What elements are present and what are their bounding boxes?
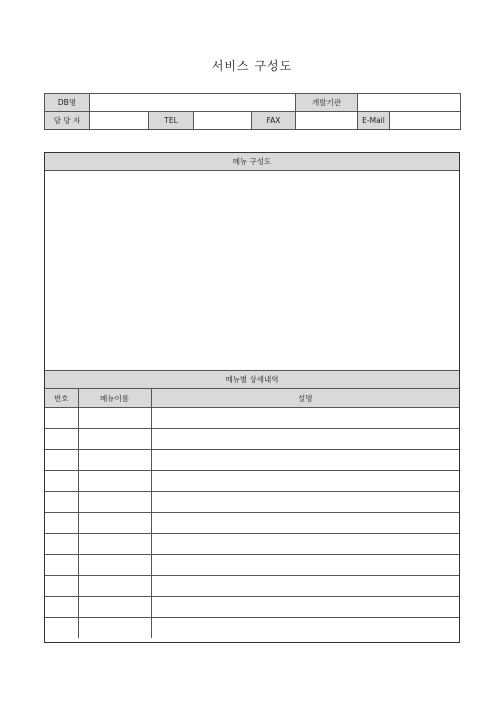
info-row-2 <box>45 112 461 130</box>
table-row <box>45 597 459 618</box>
tel-field[interactable] <box>194 112 252 130</box>
page-title: 서비스 구성도 <box>211 59 293 73</box>
row-description-cell[interactable] <box>151 555 459 576</box>
manager-field[interactable] <box>90 112 149 130</box>
row-description-cell[interactable] <box>151 450 459 471</box>
row-number-cell[interactable] <box>45 471 78 492</box>
table-row <box>45 450 459 471</box>
dev-org-label: 개발기관 <box>296 94 358 112</box>
row-description-cell[interactable] <box>151 618 459 639</box>
row-number-cell[interactable] <box>45 534 78 555</box>
fax-field[interactable] <box>296 112 358 130</box>
tel-label: TEL <box>149 112 194 130</box>
row-number-cell[interactable] <box>45 450 78 471</box>
menu-diagram-area[interactable] <box>45 171 459 371</box>
row-description-cell[interactable] <box>151 492 459 513</box>
row-menu-name-cell[interactable] <box>78 471 151 492</box>
row-number-cell[interactable] <box>45 513 78 534</box>
table-row <box>45 408 459 429</box>
info-table <box>44 93 461 130</box>
row-menu-name-cell[interactable] <box>78 450 151 471</box>
menu-diagram-header: 메뉴 구성도 <box>45 153 459 171</box>
row-description-cell[interactable] <box>151 597 459 618</box>
number-column-header: 번호 <box>45 389 78 408</box>
row-number-cell[interactable] <box>45 555 78 576</box>
table-row <box>45 492 459 513</box>
row-menu-name-cell[interactable] <box>78 408 151 429</box>
row-number-cell[interactable] <box>45 429 78 450</box>
row-description-cell[interactable] <box>151 429 459 450</box>
db-name-label: DB명 <box>45 94 90 112</box>
row-description-cell[interactable] <box>151 408 459 429</box>
menu-detail-header: 메뉴별 상세내역 <box>45 371 459 389</box>
table-row <box>45 534 459 555</box>
fax-label: FAX <box>252 112 296 130</box>
row-number-cell[interactable] <box>45 492 78 513</box>
row-menu-name-cell[interactable] <box>78 555 151 576</box>
row-description-cell[interactable] <box>151 576 459 597</box>
row-number-cell[interactable] <box>45 408 78 429</box>
menu-name-column-header: 메뉴이름 <box>78 389 151 408</box>
row-description-cell[interactable] <box>151 534 459 555</box>
row-menu-name-cell[interactable] <box>78 618 151 639</box>
table-row <box>45 555 459 576</box>
row-menu-name-cell[interactable] <box>78 492 151 513</box>
row-menu-name-cell[interactable] <box>78 597 151 618</box>
detail-body <box>45 408 459 639</box>
row-menu-name-cell[interactable] <box>78 513 151 534</box>
table-row <box>45 513 459 534</box>
description-column-header: 설명 <box>151 389 459 408</box>
row-number-cell[interactable] <box>45 597 78 618</box>
dev-org-field[interactable] <box>358 94 461 112</box>
row-menu-name-cell[interactable] <box>78 429 151 450</box>
table-row <box>45 618 459 639</box>
db-name-field[interactable] <box>90 94 296 112</box>
row-description-cell[interactable] <box>151 513 459 534</box>
table-row <box>45 576 459 597</box>
row-number-cell[interactable] <box>45 618 78 639</box>
manager-label: 담 당 자 <box>45 112 90 130</box>
detail-header-row <box>45 389 459 408</box>
email-label: E-Mail <box>358 112 390 130</box>
email-field[interactable] <box>390 112 461 130</box>
table-row <box>45 471 459 492</box>
row-menu-name-cell[interactable] <box>78 534 151 555</box>
row-description-cell[interactable] <box>151 471 459 492</box>
menu-detail-table <box>45 389 459 638</box>
row-number-cell[interactable] <box>45 576 78 597</box>
service-section <box>44 152 460 643</box>
row-menu-name-cell[interactable] <box>78 576 151 597</box>
info-row-1 <box>45 94 461 112</box>
table-row <box>45 429 459 450</box>
